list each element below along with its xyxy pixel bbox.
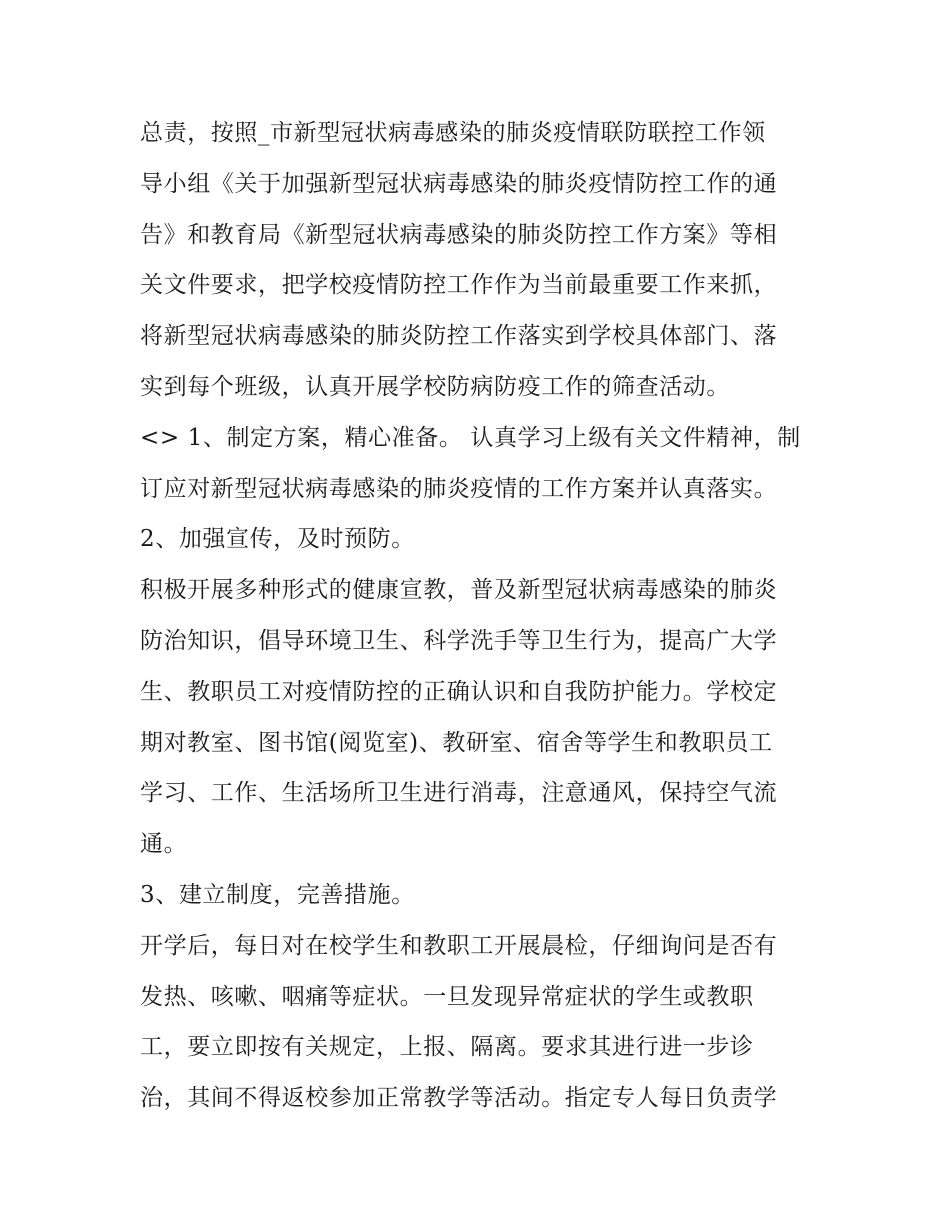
text-line: <> 1、制定方案，精心准备。 认真学习上级有关文件精神，制	[140, 424, 801, 451]
text-line: 开学后，每日对在校学生和教职工开展晨检，仔细询问是否有	[140, 932, 778, 959]
section-heading: 2、加强宣传，及时预防。	[140, 526, 415, 553]
text-line: 订应对新型冠状病毒感染的肺炎疫情的工作方案并认真落实。	[140, 475, 778, 502]
text-line: 工，要立即按有关规定，上报、隔离。要求其进行进一步诊	[140, 1034, 754, 1061]
document-body	[140, 108, 820, 1124]
text-line: 实到每个班级，认真开展学校防病防疫工作的筛查活动。	[140, 373, 730, 400]
text-line: 治，其间不得返校参加正常教学等活动。指定专人每日负责学	[140, 1085, 778, 1112]
text-line: 通。	[140, 831, 188, 858]
text-line: 总责，按照_市新型冠状病毒感染的肺炎疫情联防联控工作领	[140, 120, 766, 146]
text-line: 学习、工作、生活场所卫生进行消毒，注意通风，保持空气流	[140, 780, 778, 807]
text-line: 防治知识，倡导环境卫生、科学洗手等卫生行为，提高广大学	[140, 627, 778, 654]
text-line: 关文件要求，把学校疫情防控工作作为当前最重要工作来抓，	[140, 272, 778, 299]
text-line: 将新型冠状病毒感染的肺炎防控工作落实到学校具体部门、落	[140, 323, 778, 350]
section-heading: 3、建立制度，完善措施。	[140, 881, 415, 908]
text-line: 期对教室、图书馆(阅览室)、教研室、宿舍等学生和教职员工	[140, 729, 773, 756]
text-line: 发热、咳嗽、咽痛等症状。一旦发现异常症状的学生或教职	[140, 983, 754, 1010]
text-line: 积极开展多种形式的健康宣教，普及新型冠状病毒感染的肺炎	[140, 577, 778, 604]
text-line: 生、教职员工对疫情防控的正确认识和自我防护能力。学校定	[140, 678, 778, 705]
text-line: 告》和教育局《新型冠状病毒感染的肺炎防控工作方案》等相	[140, 221, 778, 248]
text-line: 导小组《关于加强新型冠状病毒感染的肺炎疫情防控工作的通	[140, 170, 778, 197]
